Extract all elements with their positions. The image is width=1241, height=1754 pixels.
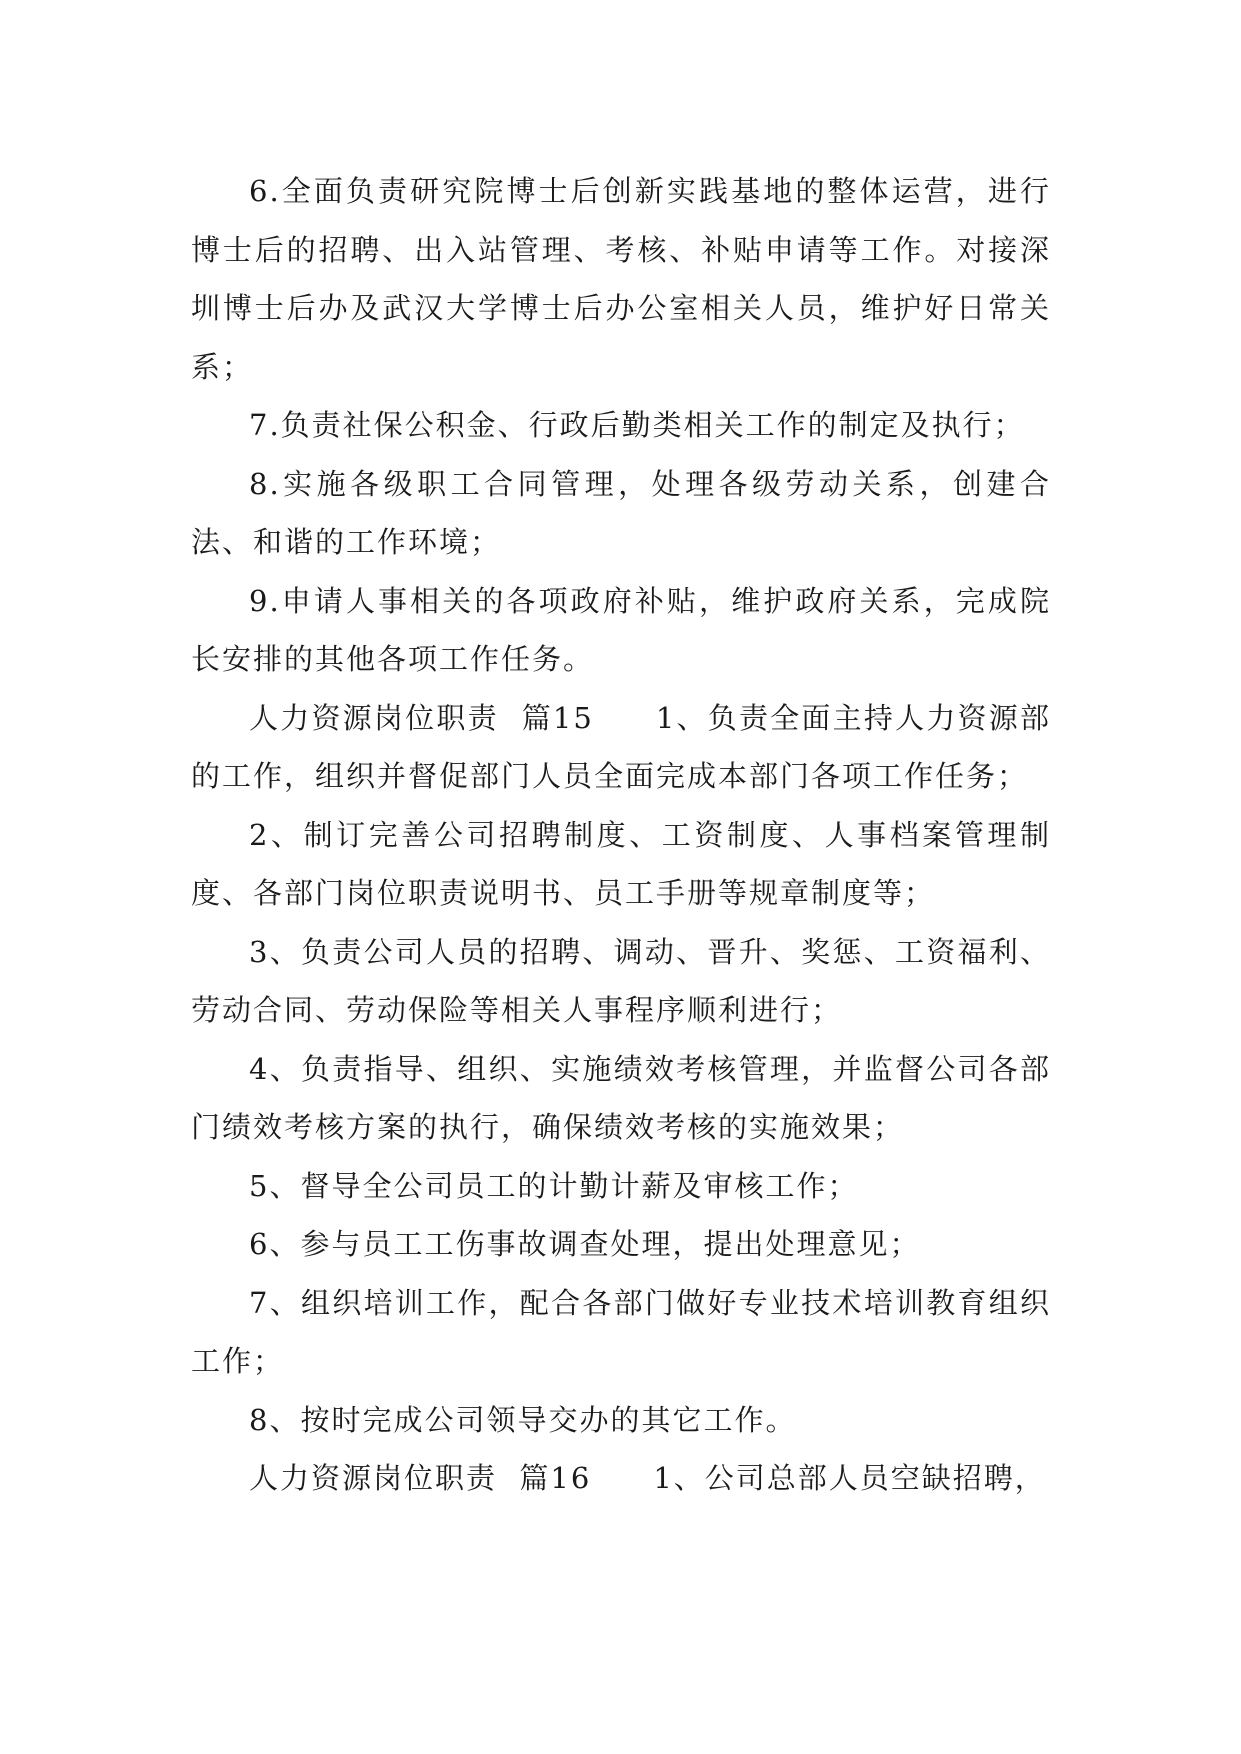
paragraph-text: 8.实施各级职工合同管理，处理各级劳动关系，创建合法、和谐的工作环境； bbox=[191, 466, 1051, 559]
paragraph-item-6b bbox=[191, 1215, 1051, 1274]
paragraph-item-8 bbox=[191, 455, 1051, 572]
paragraph-item-6 bbox=[191, 162, 1051, 396]
paragraph-text: 1、负责全面主持人力资源部的工作，组织并督促部门人员全面完成本部门各项工作任务； bbox=[191, 700, 1051, 793]
paragraph-text: 7、组织培训工作，配合各部门做好专业技术培训教育组织工作； bbox=[191, 1285, 1051, 1378]
document-page bbox=[191, 162, 1051, 1508]
paragraph-item-5 bbox=[191, 1157, 1051, 1216]
section-15-paragraph bbox=[191, 689, 1051, 806]
paragraph-text: 2、制订完善公司招聘制度、工资制度、人事档案管理制度、各部门岗位职责说明书、员工手册等规章制度等； bbox=[191, 817, 1051, 910]
paragraph-item-7 bbox=[191, 396, 1051, 455]
paragraph-text: 6.全面负责研究院博士后创新实践基地的整体运营，进行博士后的招聘、出入站管理、考核、补贴申请等工作。对接深圳博士后办及武汉大学博士后办公室相关人员，维护好日常关系； bbox=[191, 174, 1051, 384]
paragraph-item-3 bbox=[191, 923, 1051, 1040]
section-heading: 人力资源岗位职责 篇15 bbox=[249, 700, 594, 735]
paragraph-text: 9.申请人事相关的各项政府补贴，维护政府关系，完成院长安排的其他各项工作任务。 bbox=[191, 583, 1051, 676]
paragraph-text: 6、参与员工工伤事故调查处理，提出处理意见； bbox=[249, 1227, 921, 1261]
paragraph-text: 1、公司总部人员空缺招聘， bbox=[653, 1461, 1046, 1495]
paragraph-text: 5、督导全公司员工的计勤计薪及审核工作； bbox=[249, 1168, 859, 1203]
paragraph-item-2 bbox=[191, 806, 1051, 923]
section-16-paragraph bbox=[191, 1449, 1051, 1508]
paragraph-item-4 bbox=[191, 1040, 1051, 1157]
section-heading: 人力资源岗位职责 篇16 bbox=[249, 1461, 592, 1495]
paragraph-item-9 bbox=[191, 572, 1051, 689]
paragraph-text: 3、负责公司人员的招聘、调动、晋升、奖惩、工资福利、劳动合同、劳动保险等相关人事程序顺利进行； bbox=[191, 934, 1051, 1027]
paragraph-item-8b bbox=[191, 1391, 1051, 1450]
paragraph-text: 8、按时完成公司领导交办的其它工作。 bbox=[249, 1402, 797, 1437]
paragraph-text: 7.负责社保公积金、行政后勤类相关工作的制定及执行； bbox=[249, 408, 1025, 442]
paragraph-item-7b bbox=[191, 1274, 1051, 1391]
paragraph-text: 4、负责指导、组织、实施绩效考核管理，并监督公司各部门绩效考核方案的执行，确保绩效考核的实施效果； bbox=[191, 1051, 1051, 1144]
